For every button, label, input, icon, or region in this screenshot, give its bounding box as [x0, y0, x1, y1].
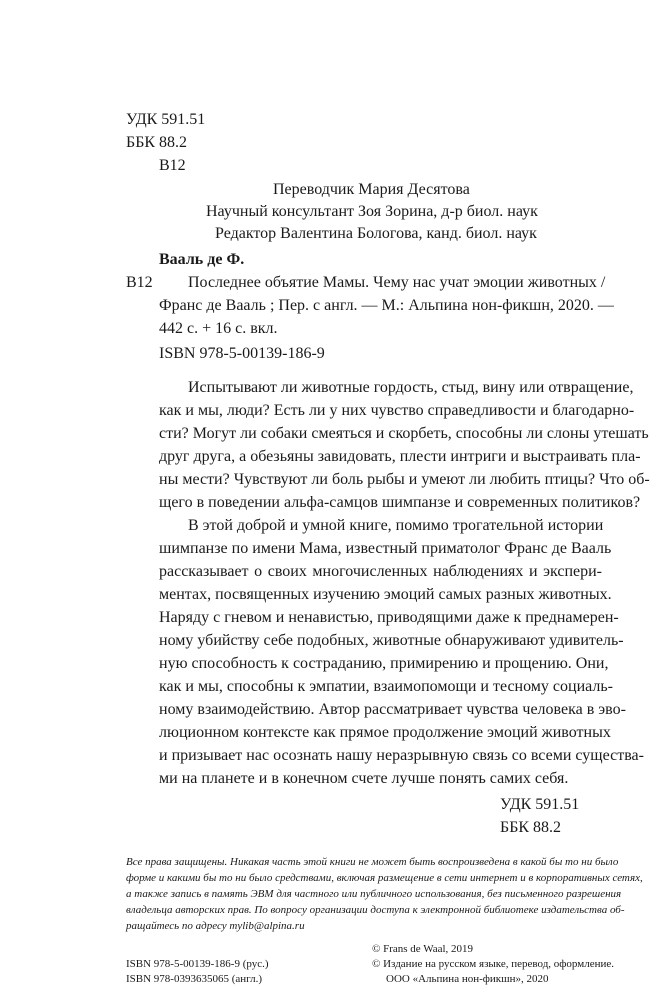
annotation-line-14: как и мы, способны к эмпатии, взаимопомощи и тесному социаль- — [159, 678, 613, 695]
biblio-line-1: Последнее объятие Мамы. Чему нас учат эмоции животных / — [188, 274, 606, 291]
rights-line-5: ращайтесь по адресу mylib@alpina.ru — [126, 920, 305, 932]
consultant-credit: Научный консультант Зоя Зорина, д-р биол. наук — [206, 203, 538, 220]
author-code-header: В12 — [159, 157, 186, 174]
udk-header: УДК 591.51 — [126, 111, 206, 128]
copyright-edition: © Издание на русском языке, перевод, оформление. — [372, 958, 615, 970]
annotation-line-12: ному убийству себе подобных, животные обнаруживают удивитель- — [159, 632, 624, 649]
copyright-author: © Frans de Waal, 2019 — [372, 943, 474, 955]
annotation-line-1: Испытывают ли животные гордость, стыд, вину или отвращение, — [188, 379, 634, 396]
rights-line-3: а также запись в память ЭВМ для частного или публичного использования, без письменного разрешения — [126, 888, 622, 900]
isbn-english: ISBN 978-0393635065 (англ.) — [126, 973, 263, 985]
biblio-line-2: Франс де Вааль ; Пер. с англ. — М.: Альпина нон-фикшн, 2020. — — [159, 297, 614, 314]
annotation-line-4: друг друга, а обезьяны завидовать, плести интриги и выстраивать пла- — [159, 448, 641, 465]
annotation-line-17: и призывает нас осознать нашу неразрывную связь со всеми существа- — [159, 747, 644, 764]
isbn-russian: ISBN 978-5-00139-186-9 (рус.) — [126, 958, 269, 970]
annotation-line-11: Наряду с гневом и ненавистью, приводящими даже к преднамерен- — [159, 609, 619, 626]
rights-line-1: Все права защищены. Никакая часть этой книги не может быть воспроизведена в какой бы то ни было — [126, 856, 619, 868]
annotation-line-16: люционном контексте как прямое продолжение эмоций животных — [159, 724, 611, 741]
annotation-line-9: рассказывает о своих многочисленных наблюдениях и экспери- — [159, 563, 602, 580]
annotation-line-13: ную способность к состраданию, примирению и прощению. Они, — [159, 655, 609, 672]
bbk-footer: ББК 88.2 — [500, 819, 562, 836]
bbk-header: ББК 88.2 — [126, 134, 188, 151]
annotation-line-5: ны мести? Чувствуют ли боль рыбы и умеют ли любить птицы? Что об- — [159, 471, 650, 488]
rights-line-4: владельца авторских прав. По вопросу организации доступа к электронной библиотеке издательства об- — [126, 904, 625, 916]
annotation-line-6: щего в поведении альфа-самцов шимпанзе и современных политиков? — [159, 494, 641, 511]
annotation-line-8: шимпанзе по имени Мама, известный приматолог Франс де Вааль — [159, 540, 612, 557]
annotation-line-7: В этой доброй и умной книге, помимо трогательной истории — [188, 517, 604, 534]
biblio-line-3: 442 с. + 16 с. вкл. — [159, 320, 278, 337]
editor-credit: Редактор Валентина Бологова, канд. биол. наук — [215, 225, 537, 242]
biblio-code: В12 — [126, 274, 153, 291]
rights-line-2: форме и какими бы то ни было средствами, включая размещение в сети интернет и в корпоративных сетях, — [126, 872, 643, 884]
biblio-isbn: ISBN 978-5-00139-186-9 — [159, 345, 325, 362]
annotation-line-15: ному взаимодействию. Автор рассматривает чувства человека в эво- — [159, 701, 626, 718]
copyright-publisher: ООО «Альпина нон-фикшн», 2020 — [386, 973, 549, 985]
udk-footer: УДК 591.51 — [500, 796, 580, 813]
author-heading: Вааль де Ф. — [159, 251, 245, 268]
annotation-line-2: как и мы, люди? Есть ли у них чувство справедливости и благодарно- — [159, 402, 635, 419]
translator-credit: Переводчик Мария Десятова — [273, 181, 470, 198]
annotation-line-3: сти? Могут ли собаки смеяться и скорбеть, способны ли слоны утешать — [159, 425, 649, 442]
annotation-line-10: ментах, посвященных изучению эмоций самых разных животных. — [159, 586, 612, 603]
annotation-line-18: ми на планете и в конечном счете лучше понять самих себя. — [159, 770, 569, 787]
